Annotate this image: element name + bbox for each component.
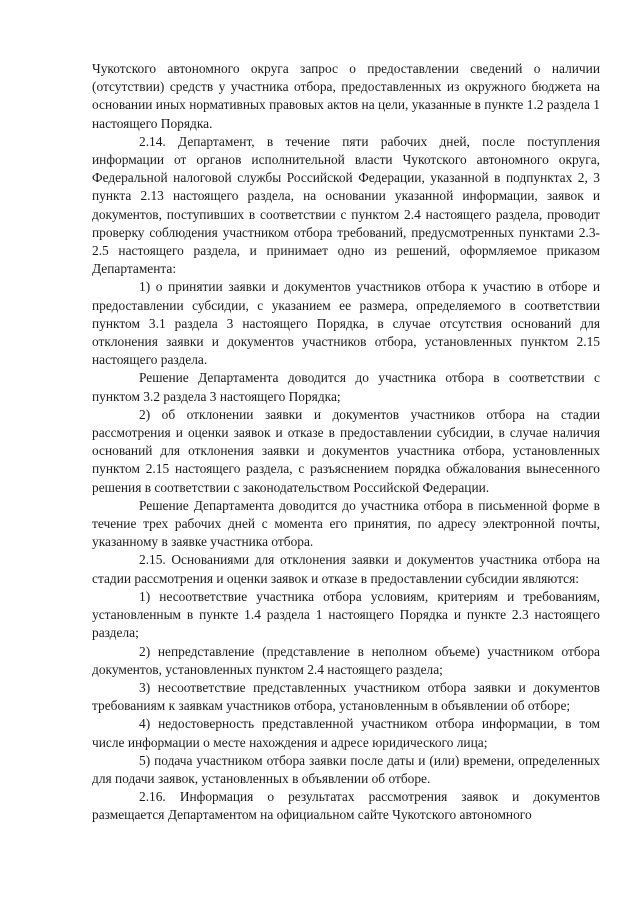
paragraph-2-15-item-5: 5) подача участником отбора заявки после даты и (или) времени, определенных для подачи заявок, установленных в объявлении об отборе. <box>92 752 600 786</box>
paragraph-2-14-item-1: 1) о принятии заявки и документов участников отбора к участию в отборе и предоставлении субсидии, с указанием ее размера, определяемого в соответствии пунктом 3.1 раздела 3 настоящего Порядка, в случае отсутствия оснований для отклонения заявки и документов участников отбора, установленных пунктом 2.15 настоящего раздела. <box>92 279 600 368</box>
document-body <box>92 60 600 825</box>
paragraph-2-15: 2.15. Основаниями для отклонения заявки и документов участника отбора на стадии рассмотрения и оценки заявок и отказе в предоставлении субсидии являются: <box>92 552 600 586</box>
paragraph-2-14: 2.14. Департамент, в течение пяти рабочих дней, после поступления информации от органов исполнительной власти Чукотского автономного округа, Федеральной налоговой службы Российской Федерации, указанной в подпунктах 2, 3 пункта 2.13 настоящего раздела, на основании указанной информации, заявок и документов, поступивших в соответствии с пунктом 2.4 настоящего раздела, проводит проверку соблюдения участником отбора требований, предусмотренных пунктами 2.3-2.5 настоящего раздела, и принимает одно из решений, оформляемое приказом Департамента: <box>92 133 600 277</box>
paragraph-decision-notice-2: Решение Департамента доводится до участника отбора в письменной форме в течение трех рабочих дней с момента его принятия, по адресу электронной почты, указанному в заявке участника отбора. <box>92 497 600 550</box>
paragraph-2-14-item-2: 2) об отклонении заявки и документов участников отбора на стадии рассмотрения и оценки заявок и отказе в предоставлении субсидии, в случае наличия оснований для отклонения заявки и документов участника отбора, установленных пунктом 2.15 настоящего раздела, с разъяснением порядка обжалования вынесенного решения в соответствии с законодательством Российской Федерации. <box>92 406 600 495</box>
paragraph-continuation: Чукотского автономного округа запрос о предоставлении сведений о наличии (отсутствии) средств у участника отбора, предоставленных из окружного бюджета на основании иных нормативных правовых актов на цели, указанные в пункте 1.2 раздела 1 настоящего Порядка. <box>92 61 600 131</box>
paragraph-2-15-item-4: 4) недостоверность представленной участником отбора информации, в том числе информации о месте нахождения и адресе юридического лица; <box>92 716 600 750</box>
paragraph-2-16: 2.16. Информация о результатах рассмотрения заявок и документов размещается Департаментом на официальном сайте Чукотского автономного <box>92 789 600 823</box>
paragraph-2-15-item-2: 2) непредставление (представление в неполном объеме) участником отбора документов, установленных пунктом 2.4 настоящего раздела; <box>92 643 600 677</box>
paragraph-2-15-item-1: 1) несоответствие участника отбора условиям, критериям и требованиям, установленным в пункте 1.4 раздела 1 настоящего Порядка и пункте 2.3 настоящего раздела; <box>92 588 600 641</box>
paragraph-2-15-item-3: 3) несоответствие представленных участником отбора заявки и документов требованиям к заявкам участников отбора, установленным в объявлении об отборе; <box>92 679 600 714</box>
paragraph-decision-notice-1: Решение Департамента доводится до участника отбора в соответствии с пунктом 3.2 раздела 3 настоящего Порядка; <box>92 370 600 404</box>
